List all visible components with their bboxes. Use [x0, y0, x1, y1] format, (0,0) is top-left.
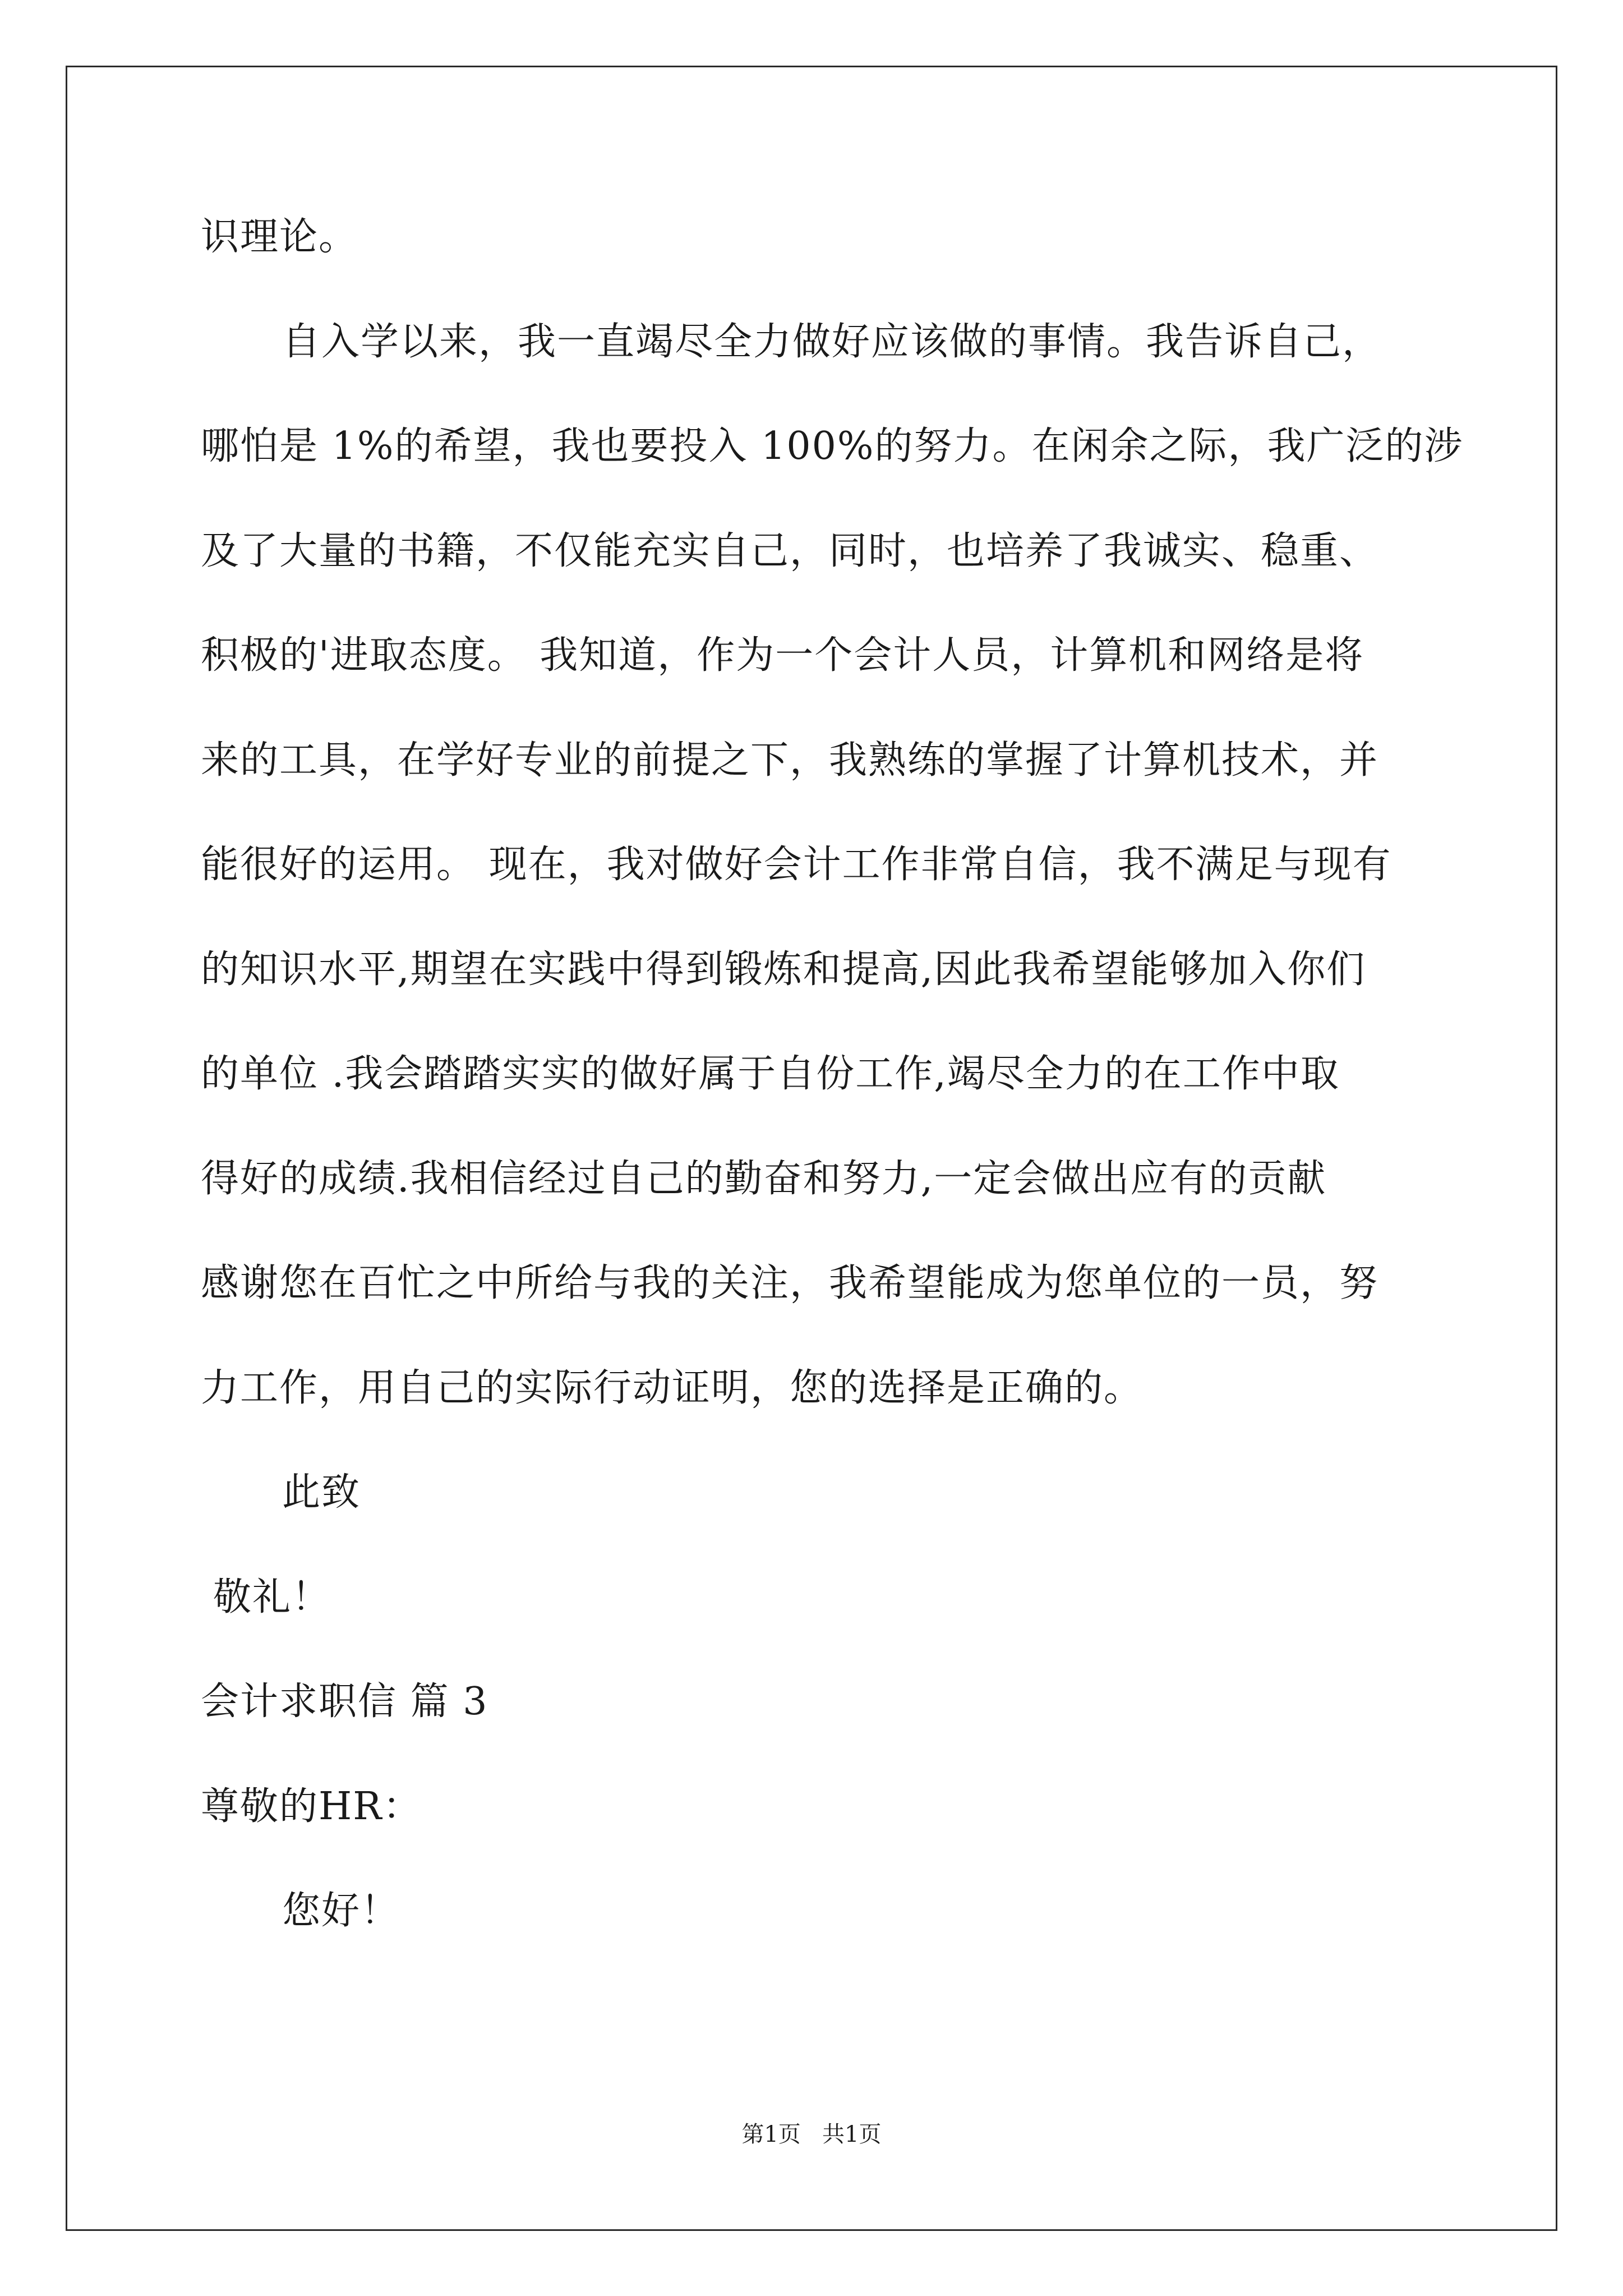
- text-line: 的知识水平,期望在实践中得到锻炼和提高,因此我希望能够加入你们: [201, 947, 1366, 992]
- text-line: 哪怕是 1%的希望，我也要投入 100%的努力。在闲余之际，我广泛的涉: [201, 424, 1464, 468]
- text-line: 能很好的运用。 现在，我对做好会计工作非常自信，我不满足与现有: [201, 843, 1392, 887]
- text-line: 识理论。: [201, 215, 358, 259]
- text-line: 力工作，用自己的实际行动证明，您的选择是正确的。: [201, 1366, 1144, 1410]
- greeting: 您好！: [282, 1889, 400, 1933]
- page-footer: 第1页 共1页: [741, 2122, 882, 2147]
- paragraph-start: 自入学以来，我一直竭尽全力做好应该做的事情。我告诉自己，: [282, 320, 1382, 364]
- text-line: 的单位 .我会踏踏实实的做好属于自份工作,竭尽全力的在工作中取: [201, 1052, 1340, 1096]
- text-line: 积极的'进取态度。 我知道，作为一个会计人员，计算机和网络是将: [201, 633, 1364, 678]
- closing-salutation: 此致: [282, 1470, 361, 1515]
- text-line: 及了大量的书籍，不仅能充实自己，同时，也培养了我诚实、稳重、: [201, 529, 1379, 573]
- text-line: 来的工具，在学好专业的前提之下，我熟练的掌握了计算机技术，并: [201, 738, 1379, 783]
- greeting-addressee: 尊敬的HR：: [201, 1784, 422, 1829]
- text-line: 感谢您在百忙之中所给与我的关注，我希望能成为您单位的一员，努: [201, 1261, 1379, 1305]
- section-heading: 会计求职信 篇 3: [201, 1680, 488, 1724]
- closing-regards: 敬礼！: [213, 1575, 331, 1619]
- text-line: 得好的成绩.我相信经过自己的勤奋和努力,一定会做出应有的贡献: [201, 1157, 1327, 1201]
